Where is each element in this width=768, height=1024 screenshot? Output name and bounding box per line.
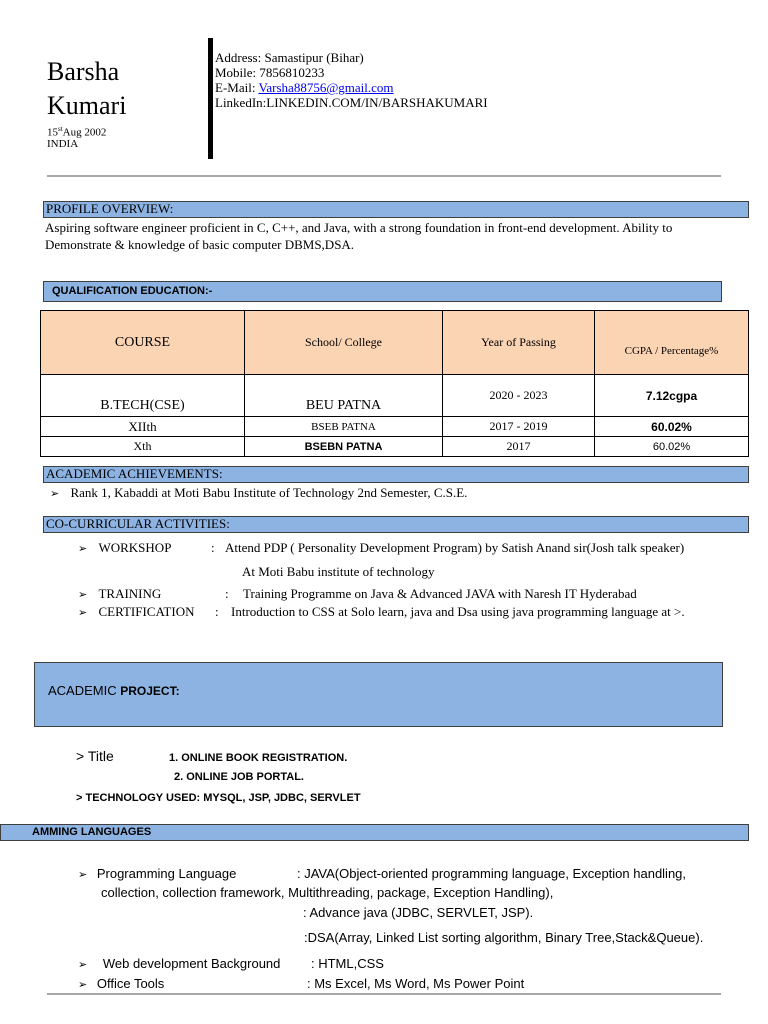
col-score: CGPA / Percentage% [595,311,749,375]
list-item-programming: ➢ Programming Language [78,866,237,881]
email-link[interactable]: Varsha88756@gmail.com [258,80,394,95]
arrow-bullet-icon: ➢ [78,959,88,971]
programming-text-2: collection, collection framework, Multithreading, package, Exception Handling), [101,885,554,900]
country: INDIA [47,138,79,150]
contact-block [215,50,488,110]
web-text: : HTML,CSS [311,956,384,971]
header-rule [47,175,721,177]
header-divider [208,38,213,159]
project-heading: ACADEMIC PROJECT: [48,683,180,698]
table-header-row [41,311,749,375]
col-school: School/ College [245,311,443,375]
achievements-heading: ACADEMIC ACHIEVEMENTS: [43,466,749,483]
date-of-birth: 15stAug 2002 [47,125,107,139]
list-item-office: ➢ Office Tools [78,976,165,991]
project-heading-box [34,662,723,727]
programming-text-4: :DSA(Array, Linked List sorting algorithm, Binary Tree,Stack&Queue). [304,930,704,945]
table-row: Xth BSEBN PATNA 2017 60.02% [41,437,749,457]
education-table [40,310,749,457]
profile-line-1: Aspiring software engineer proficient in C, C++, and Java, with a strong foundation in front-end development. Ability to [45,220,673,235]
table-row: B.TECH(CSE) BEU PATNA 2020 - 2023 7.12cgpa [41,375,749,417]
last-name: Kumari [47,91,127,120]
list-item-web: ➢ Web development Background [78,956,281,971]
profile-heading: PROFILE OVERVIEW: [43,201,749,218]
cocurricular-heading: CO-CURRICULAR ACTIVITIES: [43,516,749,533]
arrow-bullet-icon: ➢ [78,607,88,619]
arrow-bullet-icon: ➢ [78,869,88,881]
education-heading: QUALIFICATION EDUCATION:- [43,281,722,302]
project-item-2: 2. ONLINE JOB PORTAL. [174,771,304,783]
list-item: ➢ Rank 1, Kabaddi at Moti Babu Institute of Technology 2nd Semester, C.S.E. [50,485,468,500]
arrow-bullet-icon: ➢ [78,543,88,555]
project-tech: > TECHNOLOGY USED: MYSQL, JSP, JDBC, SERVLET [76,792,361,804]
first-name: Barsha [47,57,120,86]
certification-text: Introduction to CSS at Solo learn, java and Dsa using java programming language at >. [231,604,685,619]
workshop-text: Attend PDP ( Personality Development Program) by Satish Anand sir(Josh talk speaker) [225,540,685,555]
programming-text-3: : Advance java (JDBC, SERVLET, JSP). [303,905,534,920]
list-item-certification: ➢ CERTIFICATION [78,604,195,619]
project-item-1: 1. ONLINE BOOK REGISTRATION. [169,752,348,764]
col-course: COURSE [41,311,245,375]
address: Address: Samastipur (Bihar) [215,50,364,65]
linkedin: LinkedIn:LINKEDIN.COM/IN/BARSHAKUMARI [215,95,488,110]
mobile: Mobile: 7856810233 [215,65,325,80]
office-text: : Ms Excel, Ms Word, Ms Power Point [307,976,525,991]
list-item-workshop: ➢ WORKSHOP [78,540,172,555]
project-title-label: > Title [76,748,114,764]
languages-heading: AMMING LANGUAGES [32,826,152,838]
email-line: E-Mail: Varsha88756@gmail.com [215,80,394,95]
table-row: XIIth BSEB PATNA 2017 - 2019 60.02% [41,417,749,437]
arrow-bullet-icon: ➢ [78,979,88,991]
arrow-bullet-icon: ➢ [50,488,60,500]
col-year: Year of Passing [443,311,595,375]
profile-line-2: Demonstrate & knowledge of basic computer DBMS,DSA. [45,237,355,252]
training-text: Training Programme on Java & Advanced JAVA with Naresh IT Hyderabad [243,586,637,601]
workshop-text-2: At Moti Babu institute of technology [242,564,435,579]
arrow-bullet-icon: ➢ [78,589,88,601]
footer-rule [47,993,721,995]
programming-text-1: : JAVA(Object-oriented programming language, Exception handling, [297,866,687,881]
list-item-training: ➢ TRAINING [78,586,162,601]
